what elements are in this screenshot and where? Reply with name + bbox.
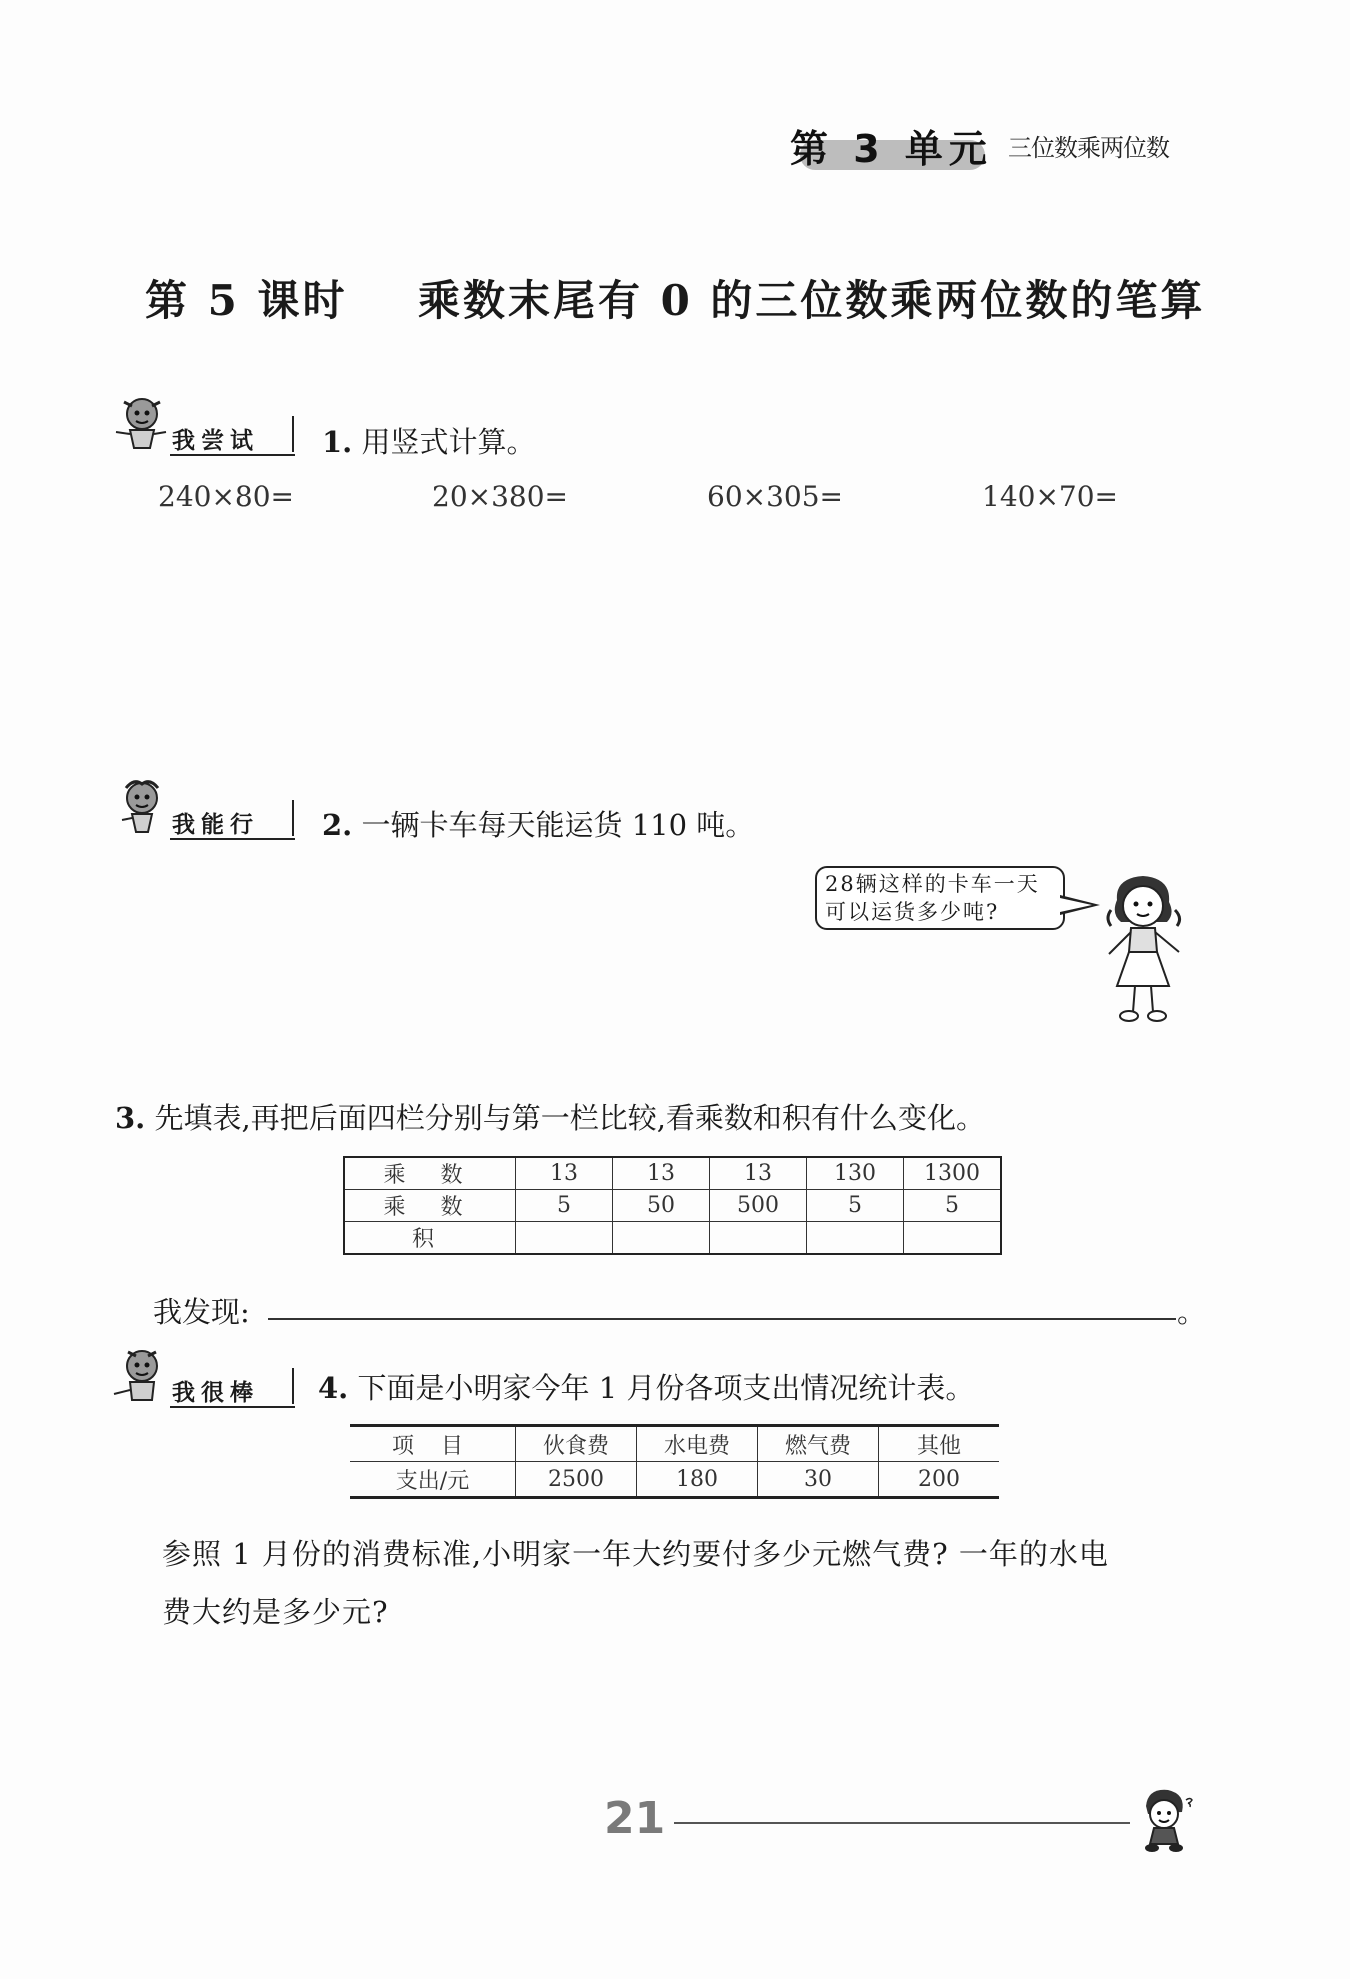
badge-can-label: 我能行 [172, 812, 259, 838]
expense-table [350, 1424, 999, 1499]
unit-title: 第 3 单元 [790, 127, 993, 171]
q1-prompt [322, 420, 536, 461]
badge-divider [292, 800, 294, 836]
unit-subtitle: 三位数乘两位数 [1008, 134, 1169, 162]
column-header: 其他 [879, 1426, 1000, 1462]
q4-question-line-1: 参照 1 月份的消费标准,小明家一年大约要付多少元燃气费? 一年的水电 [162, 1537, 1109, 1571]
q1-problem-2: 20×380= [432, 480, 568, 513]
product-blank[interactable] [613, 1222, 710, 1255]
table-cell: 13 [613, 1157, 710, 1190]
girl-mascot-icon [112, 1344, 170, 1406]
q1-problem-1: 240×80= [158, 480, 294, 513]
bubble-tail-inner [1060, 898, 1092, 912]
table-cell: 50 [613, 1190, 710, 1222]
table-cell: 13 [516, 1157, 613, 1190]
page-number: 21 [604, 1793, 666, 1844]
bubble-line-2: 可以运货多少吨? [825, 900, 1000, 924]
table-cell: 200 [918, 1466, 960, 1492]
q3-text: 先填表,再把后面四栏分别与第一栏比较,看乘数和积有什么变化。 [154, 1101, 985, 1135]
find-end-mark: 。 [1177, 1295, 1207, 1329]
footer-mascot-icon [1128, 1784, 1198, 1854]
table-header-row [350, 1426, 999, 1462]
badge-divider [292, 416, 294, 452]
table-row [344, 1222, 1001, 1255]
q4-prompt [318, 1366, 974, 1407]
row-header: 积 [344, 1222, 516, 1255]
table-cell: 30 [758, 1462, 879, 1498]
table-cell: 2500 [516, 1462, 637, 1498]
column-header: 伙食费 [516, 1426, 637, 1462]
lesson-title: 第 5 课时 乘数末尾有 0 的三位数乘两位数的笔算 [145, 276, 1206, 325]
table-row [344, 1157, 1001, 1190]
q3-prompt [115, 1096, 985, 1137]
badge-divider [292, 1368, 294, 1404]
badge-great [112, 1344, 272, 1414]
bubble-line-1: 28辆这样的卡车一天 [825, 872, 1040, 896]
product-blank[interactable] [904, 1222, 1002, 1255]
badge-try [112, 392, 272, 462]
product-blank[interactable] [710, 1222, 807, 1255]
speech-bubble [815, 866, 1065, 930]
q4-text: 下面是小明家今年 1 月份各项支出情况统计表。 [357, 1371, 975, 1405]
q2-prompt [322, 803, 754, 844]
badge-underline [170, 1406, 295, 1408]
find-answer-line[interactable] [268, 1318, 1176, 1320]
column-header: 水电费 [637, 1426, 758, 1462]
row-header: 乘 数 [344, 1190, 516, 1222]
q4-number: 4. [318, 1371, 349, 1405]
badge-great-label: 我很棒 [172, 1380, 259, 1406]
q2-number: 2. [322, 808, 353, 842]
badge-can [112, 776, 272, 846]
table-row [350, 1462, 999, 1498]
table-cell: 5 [904, 1190, 1002, 1222]
column-header: 项 目 [350, 1426, 516, 1462]
q2-text: 一辆卡车每天能运货 110 吨。 [361, 808, 755, 842]
badge-underline [170, 454, 295, 456]
product-blank[interactable] [807, 1222, 904, 1255]
row-header: 支出/元 [350, 1462, 516, 1498]
table-cell: 13 [710, 1157, 807, 1190]
girl-mascot-icon [112, 392, 170, 454]
q4-question-line-2: 费大约是多少元? [162, 1595, 389, 1629]
table-cell: 1300 [904, 1157, 1002, 1190]
column-header: 燃气费 [758, 1426, 879, 1462]
table-row [344, 1190, 1001, 1222]
table-cell: 180 [637, 1462, 758, 1498]
product-blank[interactable] [516, 1222, 613, 1255]
q1-number: 1. [322, 425, 353, 459]
find-label: 我发现: [153, 1295, 250, 1329]
footer-rule [674, 1822, 1130, 1824]
row-header: 乘 数 [344, 1157, 516, 1190]
girl-mascot-icon [112, 776, 170, 838]
badge-underline [170, 838, 295, 840]
table-cell: 5 [516, 1190, 613, 1222]
q1-problem-4: 140×70= [982, 480, 1118, 513]
q1-text: 用竖式计算。 [361, 425, 536, 459]
badge-try-label: 我尝试 [172, 428, 259, 454]
q3-number: 3. [115, 1101, 146, 1135]
table-cell: 5 [807, 1190, 904, 1222]
multiplication-table [343, 1156, 1002, 1255]
table-cell: 500 [710, 1190, 807, 1222]
q1-problem-3: 60×305= [707, 480, 843, 513]
girl-character-icon [1095, 870, 1195, 1030]
table-cell: 130 [807, 1157, 904, 1190]
